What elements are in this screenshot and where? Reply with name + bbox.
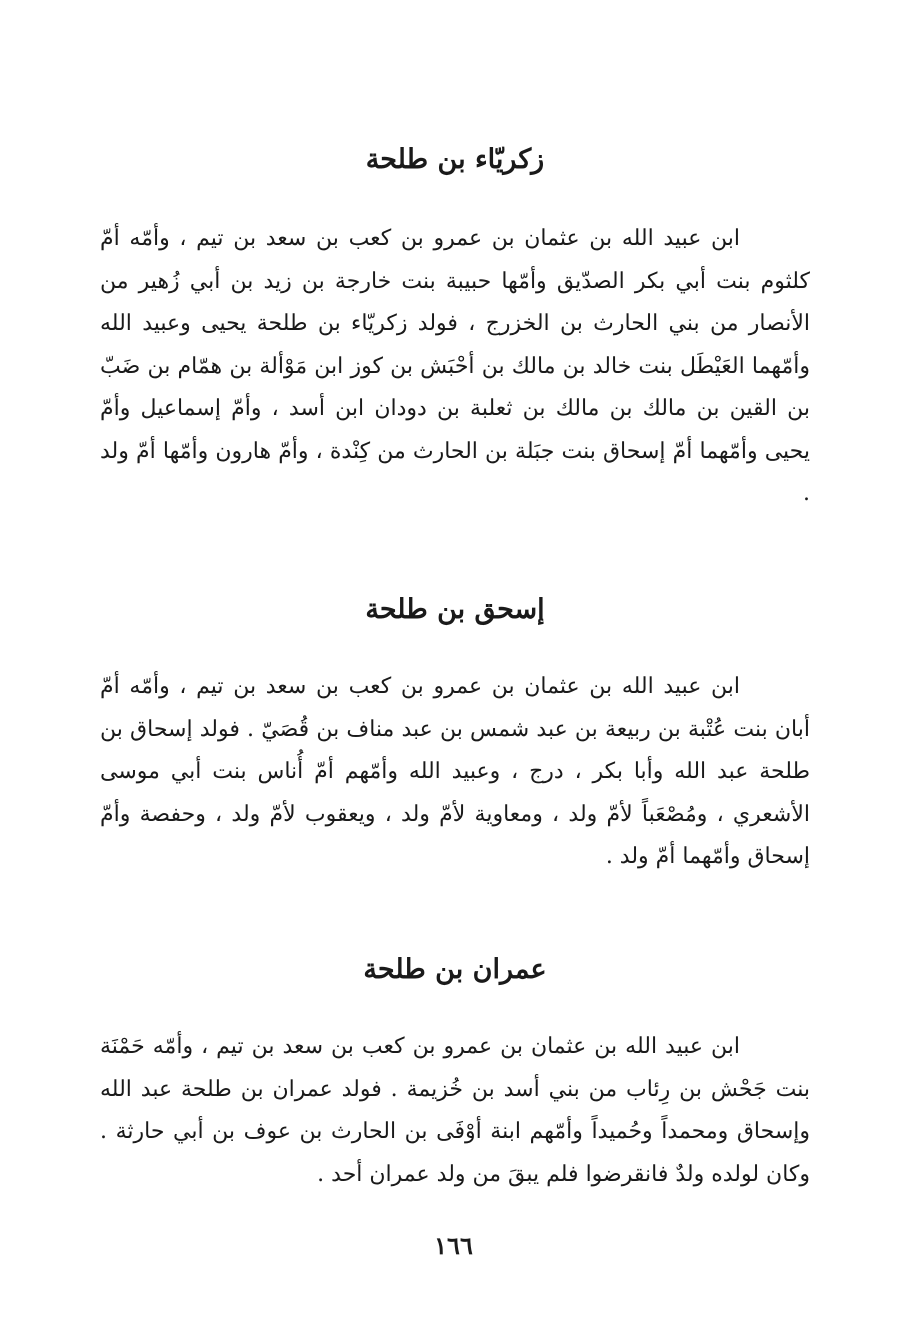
section-heading: عمران بن طلحة (363, 954, 547, 985)
section-heading: إسحق بن طلحة (365, 594, 545, 625)
section-paragraph: ابن عبيد الله بن عثمان بن عمرو بن كعب بن سعد بن تيم ، وأمّه أمّ كلثوم بنت أبي بكر الصدّيق وأمّها حبيبة بنت خارجة بن زيد بن أبي زُهير من الأنصار من بني الحارث بن الخزرج ، فولد زكريّاء بن طلحة يحيى وعبيد الله وأمّهما العَيْطَل بنت خالد بن مالك بن أحْبَش بن كوز ابن مَوْألة بن همّام بن ضَبّ بن القين بن مالك بن مالك بن ثعلبة بن دودان ابن أسد ، وأمّ إسماعيل وأمّ يحيى وأمّهما أمّ إسحاق بنت جبَلة بن الحارث من كِنْدة ، وأمّ هارون وأمّها أمّ ولد . (100, 226, 810, 506)
section-ishaq (100, 590, 810, 879)
page-number: ١٦٦ (434, 1231, 473, 1260)
section-imran (100, 950, 810, 1196)
section-heading: زكريّاء بن طلحة (365, 144, 545, 175)
section-paragraph: ابن عبيد الله بن عثمان بن عمرو بن كعب بن سعد بن تيم ، وأمّه أمّ أبان بنت عُتْبة بن ربيعة بن عبد شمس بن عبد مناف بن قُصَيّ . فولد إسحاق بن طلحة عبد الله وأبا بكر ، درج ، وعبيد الله وأمّهم أمّ أُناس بنت أبي موسى الأشعري ، ومُصْعَباً لأمّ ولد ، ومعاوية لأمّ ولد ، ويعقوب لأمّ ولد ، وحفصة وأمّ إسحاق وأمّهما أمّ ولد . (100, 674, 810, 869)
section-paragraph: ابن عبيد الله بن عثمان بن عمرو بن كعب بن سعد بن تيم ، وأمّه حَمْنَة بنت جَحْش بن رِئاب من بني أسد بن خُزيمة . فولد عمران بن طلحة عبد الله وإسحاق ومحمداً وحُميداً وأمّهم ابنة أوْفَى بن الحارث بن عوف بن أبي حارثة . وكان لولده ولدٌ فانقرضوا فلم يبقَ من ولد عمران أحد . (100, 1034, 811, 1187)
section-zakariya (100, 140, 810, 516)
